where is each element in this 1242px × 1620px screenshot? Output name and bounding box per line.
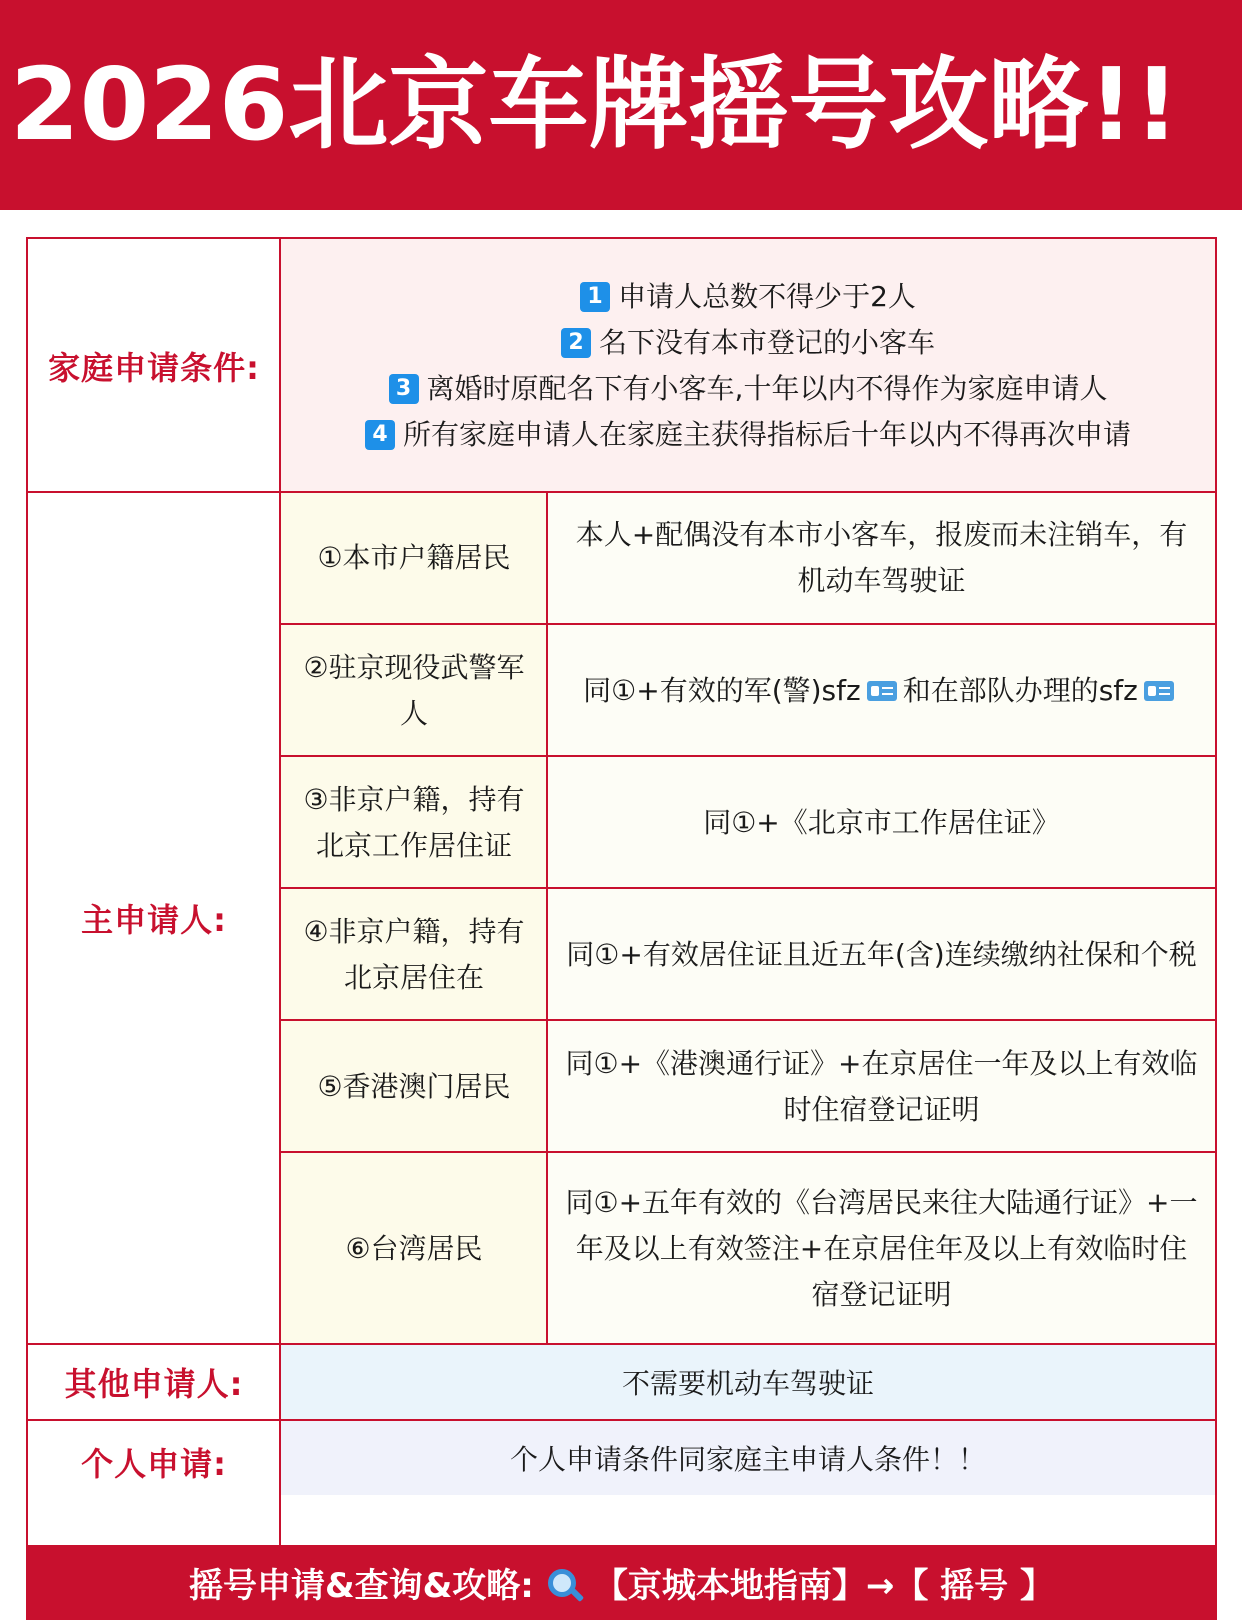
divider: [281, 623, 1215, 625]
family-condition-4: 4 所有家庭申请人在家庭主获得指标后十年以内不得再次申请: [365, 412, 1131, 458]
family-condition-2: 2 名下没有本市登记的小客车: [561, 320, 935, 366]
divider: [546, 492, 548, 1344]
divider: [281, 887, 1215, 889]
divider: [28, 491, 1215, 493]
applicant-type-1: ①本市户籍居民: [281, 492, 547, 624]
applicant-desc-4: 同①+有效居住证且近五年(含)连续缴纳社保和个税: [548, 889, 1215, 1020]
requirements-table: [26, 237, 1217, 1557]
family-condition-1: 1 申请人总数不得少于2人: [580, 274, 916, 320]
applicant-desc-5: 同①+《港澳通行证》+在京居住一年及以上有效临时住宿登记证明: [548, 1021, 1215, 1152]
applicant-desc-3: 同①+《北京市工作居住证》: [548, 757, 1215, 888]
page-title: 2026北京车牌摇号攻略!!: [10, 46, 1180, 163]
title-banner: [0, 0, 1242, 210]
footer-guide-link[interactable]: 【京城本地指南】→【 摇号 】: [593, 1566, 1055, 1606]
id-card-icon: [1144, 681, 1174, 701]
footer-label: 摇号申请&查询&攻略:: [188, 1566, 534, 1606]
applicant-type-6: ⑥台湾居民: [281, 1153, 547, 1344]
divider: [279, 239, 281, 1559]
applicant-type-3: ③非京户籍，持有北京工作居住证: [281, 757, 547, 888]
family-conditions-label: 家庭申请条件:: [48, 348, 260, 387]
applicant-desc-2: 同①+有效的军(警)sfz 和在部队办理的sfz: [548, 625, 1215, 756]
number-3-icon: 3: [389, 374, 419, 404]
search-icon: [548, 1569, 576, 1597]
divider: [28, 1419, 1215, 1421]
number-4-icon: 4: [365, 420, 395, 450]
footer-banner: [26, 1545, 1217, 1620]
family-conditions: [281, 239, 1215, 492]
applicant-type-2: ②驻京现役武警军人: [281, 625, 547, 756]
number-2-icon: 2: [561, 328, 591, 358]
applicant-desc-6: 同①+五年有效的《台湾居民来往大陆通行证》+一年及以上有效签注+在京居住年及以上有效临时住宿登记证明: [548, 1153, 1215, 1344]
id-card-icon: [867, 681, 897, 701]
number-1-icon: 1: [580, 282, 610, 312]
applicant-type-5: ⑤香港澳门居民: [281, 1021, 547, 1152]
main-applicant-label: 主申请人:: [81, 901, 227, 939]
applicant-type-4: ④非京户籍，持有北京居住在: [281, 889, 547, 1020]
divider: [28, 1343, 1215, 1345]
other-applicant-label: 其他申请人:: [64, 1364, 244, 1403]
divider: [281, 755, 1215, 757]
family-condition-3: 3 离婚时原配名下有小客车,十年以内不得作为家庭申请人: [389, 366, 1108, 412]
other-applicant-requirement: 不需要机动车驾驶证: [281, 1345, 1215, 1419]
personal-application-label: 个人申请:: [81, 1445, 227, 1483]
divider: [281, 1151, 1215, 1153]
applicant-desc-1: 本人+配偶没有本市小客车，报废而未注销车，有机动车驾驶证: [548, 492, 1215, 624]
divider: [281, 1019, 1215, 1021]
personal-application-requirement: 个人申请条件同家庭主申请人条件！！: [281, 1420, 1215, 1495]
